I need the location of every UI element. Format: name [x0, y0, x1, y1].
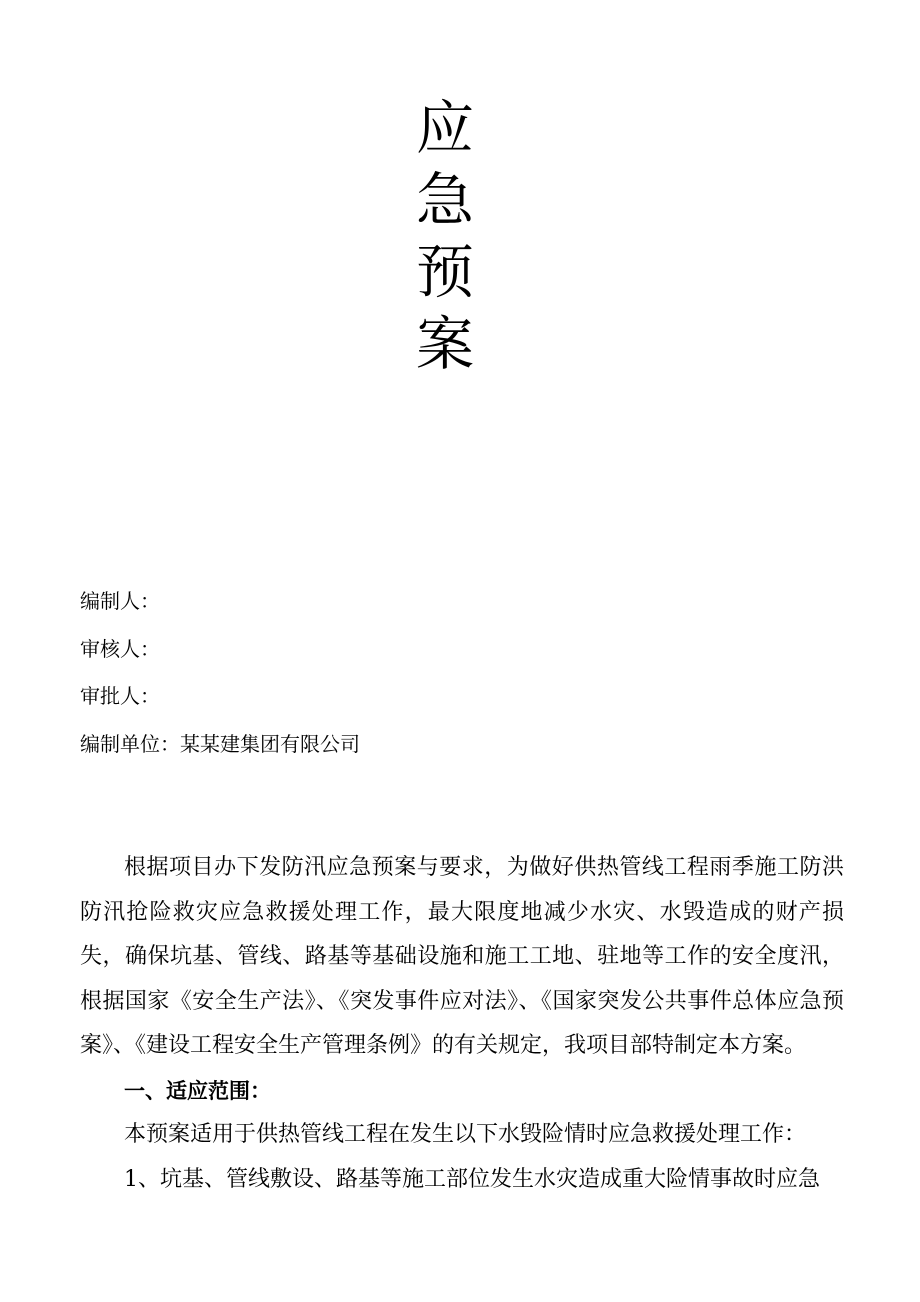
section-heading-scope: 一、适应范围： [124, 1078, 271, 1103]
reviewer-line: 审核人： [80, 636, 160, 661]
scope-item-1: 1、坑基、管线敷设、路基等施工部位发生水灾造成重大险情事故时应急 [124, 1166, 820, 1192]
compiler-line: 编制人： [80, 589, 160, 613]
title-char: 预 [415, 238, 474, 306]
compiling-unit-line: 编制单位：某某建集团有限公司 [80, 732, 360, 757]
scope-description: 本预案适用于供热管线工程在发生以下水毁险情时应急救援处理工作： [124, 1122, 807, 1147]
document-body [80, 846, 844, 1202]
document-title [410, 92, 480, 380]
intro-paragraph: 根据项目办下发防汛应急预案与要求，为做好供热管线工程雨季施工防洪防汛抢险救灾应急救援处理工作，最大限度地减少水灾、水毁造成的财产损失，确保坑基、管线、路基等基础设施和施工工地、驻地等工作的安全度汛，根据国家《安全生产法》、《突发事件应对法》、《国家突发公共事件总体应急预案》、《建设工程安全生产管理条例》的有关规定，我项目部特制定本方案。 [80, 855, 844, 1058]
title-char: 应 [415, 94, 474, 162]
title-char: 案 [415, 310, 474, 378]
approver-line: 审批人： [80, 684, 160, 709]
title-char: 急 [415, 166, 474, 234]
signature-block [80, 578, 840, 769]
